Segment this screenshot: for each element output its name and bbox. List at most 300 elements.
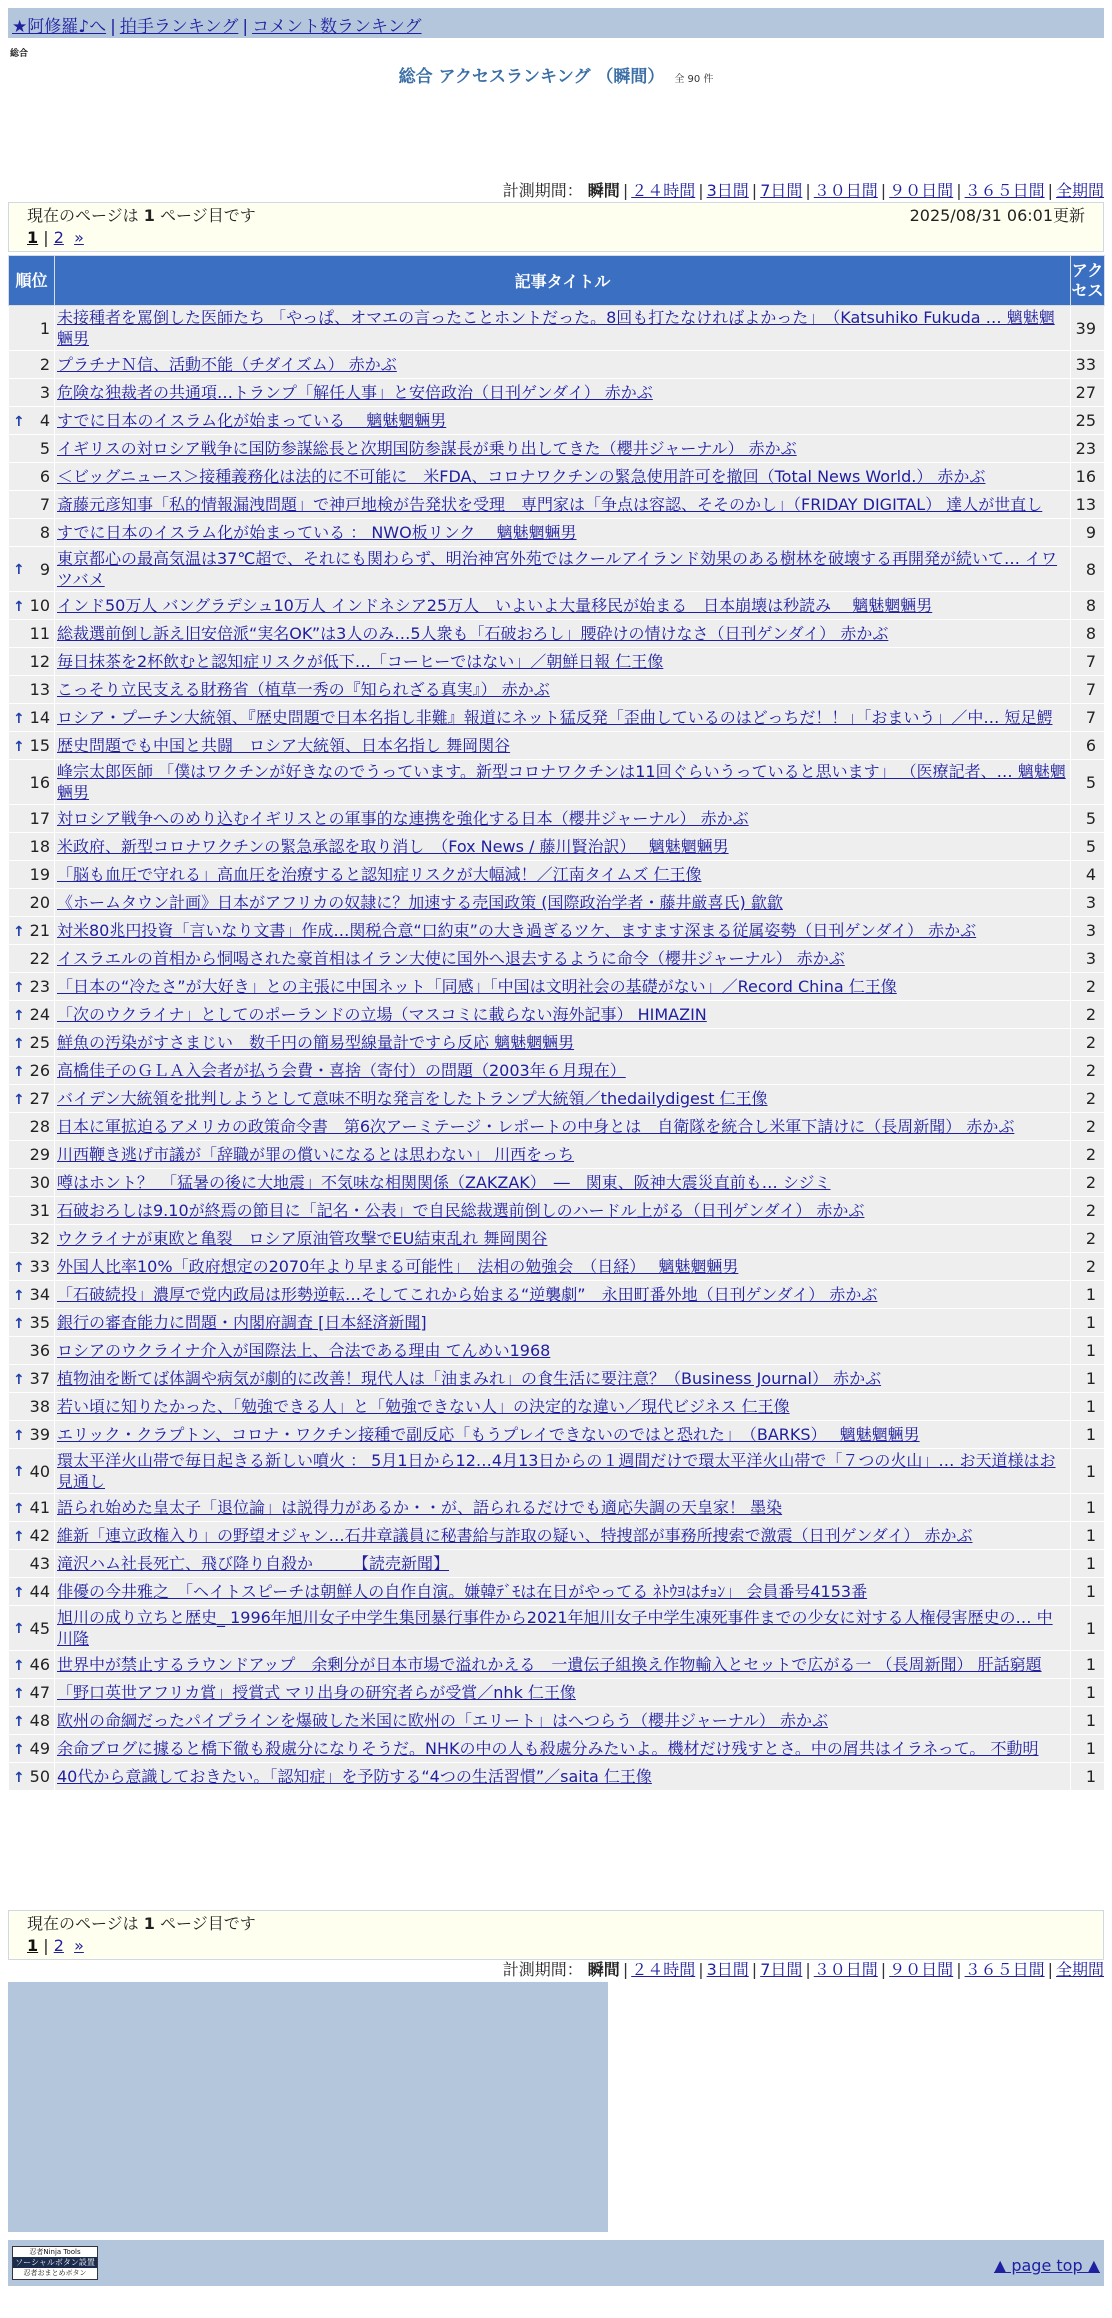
title-cell — [55, 1113, 1071, 1141]
up-arrow-icon: ↑ — [13, 1528, 25, 1545]
up-arrow-icon: ↑ — [13, 710, 25, 727]
rank-number: 18 — [29, 837, 50, 856]
title-cell — [55, 1029, 1071, 1057]
article-link[interactable]: 旭川の成り立ちと歴史_ 1996年旭川女子中学生集団暴行事件から2021年旭川女子中学生凍死事件までの少女に対する人権侵害歴史の… 中川隆 — [57, 1608, 1053, 1648]
article-link[interactable]: 環太平洋火山帯で毎日起きる新しい噴火 ： 5月1日から12…4月13日からの１週間だけで環太平洋火山帯で「７つの火山」… お天道様はお見通し — [57, 1451, 1056, 1491]
rank-cell — [9, 1113, 55, 1141]
period-selector-top: 計測期間： 瞬間 | ２４時間 | 3日間 | 7日間 | ３０日間 | ９０日間 | ３６５日間 | 全期間 — [502, 181, 1104, 200]
access-count: 2 — [1071, 1141, 1105, 1169]
separator: | — [242, 17, 249, 37]
title-cell — [55, 973, 1071, 1001]
rank-cell — [9, 1393, 55, 1421]
period-3d[interactable]: 3日間 — [706, 181, 749, 200]
rank-number: 7 — [39, 495, 50, 514]
rank-number: 6 — [39, 467, 50, 486]
article-link[interactable]: 総裁選前倒し訴え旧安倍派“実名OK”は3人のみ…5人衆も「石破おろし」腰砕けの情けなさ（日刊ゲンダイ） 赤かぶ — [57, 624, 889, 643]
article-link[interactable]: 日本に軍拡迫るアメリカの政策命令書 第6次アーミテージ・レポートの中身とは 自衛隊を統合し米軍下請けに（長周新聞） 赤かぶ — [57, 1117, 1015, 1136]
table-row — [9, 945, 1105, 973]
access-count: 2 — [1071, 1029, 1105, 1057]
updated-time: 2025/08/31 06:01更新 — [909, 206, 1085, 225]
table-row — [9, 519, 1105, 547]
period-365d[interactable]: ３６５日間 — [964, 181, 1045, 200]
up-arrow-icon: ↑ — [13, 1007, 25, 1024]
access-count: 2 — [1071, 1197, 1105, 1225]
article-link[interactable]: 若い頃に知りたかった、「勉強できる人」と「勉強できない人」の決定的な違い／現代ビジネス 仁王像 — [57, 1397, 790, 1416]
rank-cell — [9, 973, 55, 1001]
title-cell — [55, 463, 1071, 491]
rank-number: 9 — [39, 559, 50, 579]
rank-number: 38 — [29, 1397, 50, 1416]
table-row — [9, 704, 1105, 732]
rank-number: 1 — [39, 318, 50, 338]
article-link[interactable]: 鮮魚の汚染がすさまじい 数千円の簡易型線量計ですら反応 魑魅魍魎男 — [57, 1033, 575, 1052]
rank-cell — [9, 1679, 55, 1707]
title-cell — [55, 1169, 1071, 1197]
title-cell — [55, 1735, 1071, 1763]
rank-number: 21 — [29, 921, 50, 940]
article-link[interactable]: 欧州の命綱だったパイプラインを爆破した米国に欧州の「エリート」はへつらう（櫻井ジャーナル） 赤かぶ — [57, 1711, 829, 1730]
article-link[interactable]: 語られ始めた皇太子「退位論」は説得力があるか・・が、語られるだけでも適応失調の天皇家！ 墨染 — [57, 1498, 783, 1517]
article-link[interactable]: プラチナＮ信、活動不能（チダイズム） 赤かぶ — [57, 355, 397, 374]
rank-cell — [9, 1309, 55, 1337]
access-count: 23 — [1071, 435, 1105, 463]
rank-number: 46 — [29, 1655, 50, 1674]
rank-number: 31 — [29, 1201, 50, 1220]
table-row — [9, 917, 1105, 945]
rank-cell — [9, 945, 55, 973]
rank-number: 30 — [29, 1173, 50, 1192]
ninja-bottom-text: 忍者おまとめボタン — [23, 2269, 87, 2277]
period-7d[interactable]: 7日間 — [760, 1960, 803, 1979]
title-cell — [55, 732, 1071, 760]
title-cell — [55, 1085, 1071, 1113]
article-link[interactable]: 石破おろしは9.10が終焉の節目に「記名・公表」で自民総裁選前倒しのハードル上がる（日刊ゲンダイ） 赤かぶ — [57, 1201, 865, 1220]
period-90d[interactable]: ９０日間 — [889, 181, 954, 200]
up-arrow-icon: ↑ — [13, 1713, 25, 1730]
top-navigation — [8, 8, 1104, 38]
article-link[interactable]: 毎日抹茶を2杯飲むと認知症リスクが低下…「コーヒーではない」／朝鮮日報 仁王像 — [57, 652, 664, 671]
table-row — [9, 1113, 1105, 1141]
rank-cell — [9, 805, 55, 833]
table-row — [9, 1707, 1105, 1735]
home-link[interactable]: ★阿修羅♪へ — [12, 17, 107, 37]
article-link[interactable]: ロシア・プーチン大統領、『歴史問題で日本名指し非難』報道にネット猛反発「歪曲しているのはどっちだ！！」「おまいう」／中… 短足鰐 — [57, 708, 1053, 727]
article-link[interactable]: 東京都心の最高気温は37℃超で、それにも関わらず、明治神宮外苑ではクールアイランド効果のある樹林を破壊する再開発が続いて… イワツバメ — [57, 549, 1058, 589]
access-count: 1 — [1071, 1494, 1105, 1522]
access-count: 8 — [1071, 547, 1105, 592]
rank-cell — [9, 1421, 55, 1449]
table-row — [9, 1197, 1105, 1225]
table-row — [9, 463, 1105, 491]
period-90d[interactable]: ９０日間 — [889, 1960, 954, 1979]
table-row — [9, 1763, 1105, 1791]
title-cell — [55, 1197, 1071, 1225]
table-row — [9, 1029, 1105, 1057]
separator: | — [110, 17, 116, 37]
title-cell — [55, 519, 1071, 547]
rank-number: 29 — [29, 1145, 50, 1164]
title-cell — [55, 1550, 1071, 1578]
access-count: 1 — [1071, 1735, 1105, 1763]
period-30d[interactable]: ３０日間 — [813, 1960, 878, 1979]
up-arrow-icon: ↑ — [13, 1657, 25, 1674]
period-365d[interactable]: ３６５日間 — [964, 1960, 1045, 1979]
access-count: 1 — [1071, 1707, 1105, 1735]
rank-cell — [9, 704, 55, 732]
title-cell — [55, 833, 1071, 861]
applause-ranking-link[interactable]: 拍手ランキング — [119, 17, 239, 37]
title-cell — [55, 1141, 1071, 1169]
table-row — [9, 547, 1105, 592]
rank-number: 8 — [39, 523, 50, 542]
rank-number: 49 — [29, 1739, 50, 1758]
article-link[interactable]: 対米80兆円投資「言いなり文書」作成…関税合意“口約束”の大き過ぎるツケ、ますます深まる従属姿勢（日刊ゲンダイ） 赤かぶ — [57, 921, 977, 940]
access-count: 1 — [1071, 1578, 1105, 1606]
rank-cell — [9, 1141, 55, 1169]
access-count: 1 — [1071, 1449, 1105, 1494]
table-row — [9, 1421, 1105, 1449]
table-row — [9, 1253, 1105, 1281]
article-link[interactable]: こっそり立民支える財務省（植草一秀の『知られざる真実』） 赤かぶ — [57, 680, 550, 699]
next-page-link[interactable]: » — [74, 228, 84, 247]
rank-cell — [9, 1001, 55, 1029]
rank-cell — [9, 1225, 55, 1253]
article-link[interactable]: 余命ブログに據ると橋下徹も殺處分になりそうだ。NHKの中の人も殺處分みたいよ。機材だけ残すとさ。中の屑共はイラネって。 不動明 — [57, 1739, 1039, 1758]
table-row — [9, 973, 1105, 1001]
period-all[interactable]: 全期間 — [1055, 1960, 1104, 1979]
table-row — [9, 1606, 1105, 1651]
access-count: 16 — [1071, 463, 1105, 491]
table-row — [9, 1281, 1105, 1309]
rank-cell — [9, 435, 55, 463]
up-arrow-icon: ↑ — [13, 1584, 25, 1601]
title-cell — [55, 547, 1071, 592]
title-cell — [55, 889, 1071, 917]
up-arrow-icon: ↑ — [13, 1427, 25, 1444]
pager-top: 現在のページは 1 ページ目です 2025/08/31 06:01更新 1 | 2 » — [8, 202, 1104, 252]
article-link[interactable]: 《ホームタウン計画》日本がアフリカの奴隷に？加速する売国政策 (国際政治学者・藤井厳喜氏) 歙歙 — [57, 893, 783, 912]
rank-number: 2 — [39, 355, 50, 374]
access-count: 2 — [1071, 1225, 1105, 1253]
rank-cell — [9, 889, 55, 917]
rank-cell — [9, 1365, 55, 1393]
article-link[interactable]: 峰宗太郎医師 「僕はワクチンが好きなのでうっています。新型コロナワクチンは11回ぐらいうっていると思います」 （医療記者、… 魑魅魍魎男 — [57, 762, 1066, 802]
rank-number: 3 — [39, 383, 50, 402]
article-link[interactable]: すでに日本のイスラム化が始まっている ： NWO板リンク 魑魅魍魎男 — [57, 523, 577, 542]
rank-cell — [9, 648, 55, 676]
ninja-mid-text: ソーシャルボタン設置 — [13, 2257, 97, 2268]
title-cell — [55, 407, 1071, 435]
rank-cell — [9, 306, 55, 351]
title-cell — [55, 861, 1071, 889]
article-link[interactable]: すでに日本のイスラム化が始まっている 魑魅魍魎男 — [57, 411, 447, 430]
access-count: 25 — [1071, 407, 1105, 435]
article-link[interactable]: 「次のウクライナ」としてのポーランドの立場（マスコミに載らない海外記事） HIMAZIN — [57, 1005, 707, 1024]
rank-number: 17 — [29, 809, 50, 828]
title-cell — [55, 1651, 1071, 1679]
access-count: 2 — [1071, 1253, 1105, 1281]
up-arrow-icon: ↑ — [13, 1035, 25, 1052]
up-arrow-icon: ↑ — [13, 598, 25, 615]
title-cell — [55, 1253, 1071, 1281]
article-link[interactable]: 維新「連立政権入り」の野望オジャン…石井章議員に秘書給与詐取の疑い、特捜部が事務所捜索で激震（日刊ゲンダイ） 赤かぶ — [57, 1526, 973, 1545]
up-arrow-icon: ↑ — [13, 1621, 25, 1637]
page-top-link[interactable]: ▲ page top ▲ — [993, 2256, 1100, 2275]
page-1-link[interactable]: 1 — [27, 1936, 39, 1955]
title-cell — [55, 491, 1071, 519]
title-cell — [55, 648, 1071, 676]
article-link[interactable]: ロシアのウクライナ介入が国際法上、合法である理由 てんめい1968 — [57, 1341, 551, 1360]
table-row — [9, 491, 1105, 519]
access-count: 27 — [1071, 379, 1105, 407]
article-link[interactable]: 40代から意識しておきたい。「認知症」を予防する“4つの生活習慣”／saita 仁王像 — [57, 1767, 652, 1786]
rank-cell — [9, 1707, 55, 1735]
rank-cell — [9, 760, 55, 805]
article-link[interactable]: 外国人比率10%「政府想定の2070年より早まる可能性」 法相の勉強会 （日経） 魑魅魍魎男 — [57, 1257, 739, 1276]
title-cell — [55, 1281, 1071, 1309]
page-1-link[interactable]: 1 — [27, 228, 39, 247]
rank-number: 41 — [29, 1498, 50, 1517]
rank-cell — [9, 676, 55, 704]
access-count: 6 — [1071, 732, 1105, 760]
access-header: アクセス — [1071, 256, 1105, 306]
period-all[interactable]: 全期間 — [1055, 181, 1104, 200]
table-row — [9, 435, 1105, 463]
rank-number: 47 — [29, 1683, 50, 1702]
access-count: 33 — [1071, 351, 1105, 379]
period-24h[interactable]: ２４時間 — [631, 181, 696, 200]
rank-number: 24 — [29, 1005, 50, 1024]
rank-cell — [9, 463, 55, 491]
article-link[interactable]: 未接種者を罵倒した医師たち 「やっぱ、オマエの言ったことホントだった。8回も打たなければよかった」 （Katsuhiko Fukuda … 魑魅魍魎男 — [57, 308, 1055, 348]
table-row — [9, 620, 1105, 648]
rank-cell — [9, 1578, 55, 1606]
article-link[interactable]: ウクライナが東欧と亀裂 ロシア原油管攻撃でEU結束乱れ 舞岡関谷 — [57, 1229, 548, 1248]
table-row — [9, 1085, 1105, 1113]
title-cell — [55, 805, 1071, 833]
article-link[interactable]: 高橋佳子のＧＬＡ入会者が払う会費・喜捨（寄付）の問題（2003年６月現在） — [57, 1061, 626, 1080]
article-link[interactable]: 川西鞭き逃げ市議が「辞職が罪の償いになるとは思わない」 川西をっち — [57, 1145, 575, 1164]
title-cell — [55, 917, 1071, 945]
period-current: 瞬間 — [587, 181, 620, 200]
rank-cell — [9, 547, 55, 592]
rank-number: 10 — [29, 596, 50, 615]
article-link[interactable]: 「野口英世アフリカ賞」授賞式 マリ出身の研究者らが受賞／nhk 仁王像 — [57, 1683, 576, 1702]
period-30d[interactable]: ３０日間 — [813, 181, 878, 200]
title-cell — [55, 760, 1071, 805]
page-2-link[interactable]: 2 — [53, 228, 64, 247]
comment-ranking-link[interactable]: コメント数ランキング — [252, 17, 422, 37]
table-row — [9, 648, 1105, 676]
rank-number: 19 — [29, 865, 50, 884]
title-cell — [55, 1309, 1071, 1337]
period-3d[interactable]: 3日間 — [706, 1960, 749, 1979]
rank-number: 16 — [29, 772, 50, 792]
rank-cell — [9, 1169, 55, 1197]
article-link[interactable]: 米政府、新型コロナワクチンの緊急承認を取り消し （Fox News / 藤川賢治訳） 魑魅魍魎男 — [57, 837, 729, 856]
title-cell — [55, 306, 1071, 351]
title-cell — [55, 1337, 1071, 1365]
rank-cell — [9, 491, 55, 519]
article-link[interactable]: インド50万人 バングラデシュ10万人 インドネシア25万人 いよいよ大量移民が始まる 日本崩壊は秒読み 魑魅魍魎男 — [57, 596, 933, 615]
rank-number: 45 — [29, 1618, 50, 1638]
access-count: 7 — [1071, 676, 1105, 704]
period-24h[interactable]: ２４時間 — [631, 1960, 696, 1979]
rank-number: 20 — [29, 893, 50, 912]
article-link[interactable]: 滝沢ハム社長死亡、飛び降り自殺か 【読売新聞】 — [57, 1554, 450, 1573]
rank-cell — [9, 861, 55, 889]
up-arrow-icon: ↑ — [13, 1287, 25, 1304]
period-7d[interactable]: 7日間 — [760, 181, 803, 200]
table-row — [9, 833, 1105, 861]
page-2-link[interactable]: 2 — [53, 1936, 64, 1955]
rank-number: 40 — [29, 1461, 50, 1481]
table-row — [9, 732, 1105, 760]
access-count: 2 — [1071, 1113, 1105, 1141]
up-arrow-icon: ↑ — [13, 1685, 25, 1702]
table-row — [9, 1001, 1105, 1029]
rank-cell — [9, 519, 55, 547]
up-arrow-icon: ↑ — [13, 1371, 25, 1388]
title-cell — [55, 1707, 1071, 1735]
rank-number: 13 — [29, 680, 50, 699]
article-link[interactable]: 歴史問題でも中国と共闘 ロシア大統領、日本名指し 舞岡関谷 — [57, 736, 511, 755]
rank-number: 39 — [29, 1425, 50, 1444]
rank-cell — [9, 620, 55, 648]
title-cell — [55, 351, 1071, 379]
title-cell — [55, 704, 1071, 732]
table-row — [9, 1578, 1105, 1606]
title-cell — [55, 1001, 1071, 1029]
access-count: 2 — [1071, 1057, 1105, 1085]
article-link[interactable]: 斎藤元彦知事「私的情報漏洩問題」で神戸地検が告発状を受理 専門家は「争点は容認、そそのかし」（FRIDAY DIGITAL） 達人が世直し — [57, 495, 1043, 514]
title-cell — [55, 1057, 1071, 1085]
access-count: 2 — [1071, 1001, 1105, 1029]
table-row — [9, 379, 1105, 407]
table-row — [9, 676, 1105, 704]
access-count: 1 — [1071, 1763, 1105, 1791]
title-cell — [55, 1225, 1071, 1253]
rank-number: 25 — [29, 1033, 50, 1052]
article-link[interactable]: バイデン大統領を批判しようとして意味不明な発言をしたトランプ大統領／thedailydigest 仁王像 — [57, 1089, 768, 1108]
title-cell — [55, 1763, 1071, 1791]
article-link[interactable]: ＜ビッグニュース＞接種義務化は法的に不可能に 米FDA、コロナワクチンの緊急使用許可を撤回（Total News World.） 赤かぶ — [57, 467, 986, 486]
article-link[interactable]: 危険な独裁者の共通項…トランプ「解任人事」と安倍政治（日刊ゲンダイ） 赤かぶ — [57, 383, 653, 402]
rank-number: 50 — [29, 1767, 50, 1786]
rank-cell — [9, 1029, 55, 1057]
up-arrow-icon: ↑ — [13, 413, 25, 430]
ad-placeholder — [8, 1982, 608, 2232]
table-row — [9, 805, 1105, 833]
rank-number: 27 — [29, 1089, 50, 1108]
rank-cell — [9, 917, 55, 945]
article-link[interactable]: 植物油を断てば体調や病気が劇的に改善！現代人は「油まみれ」の食生活に要注意？（Business Journal） 赤かぶ — [57, 1369, 882, 1388]
article-link[interactable]: 噂はホント？ 「猛暑の後に大地震」不気味な相関関係（ZAKZAK） ― 関東、阪神大震災直前も… シジミ — [57, 1173, 831, 1192]
up-arrow-icon: ↑ — [13, 979, 25, 996]
pager-bottom: 現在のページは 1 ページ目です 1 | 2 » — [8, 1910, 1104, 1960]
page-title-wrap — [0, 62, 1112, 87]
table-row — [9, 351, 1105, 379]
up-arrow-icon: ↑ — [13, 1769, 25, 1786]
access-count: 1 — [1071, 1337, 1105, 1365]
article-link[interactable]: 「石破続投」濃厚で党内政局は形勢逆転…そしてこれから始まる“逆襲劇” 永田町番外地（日刊ゲンダイ） 赤かぶ — [57, 1285, 878, 1304]
rank-number: 11 — [29, 624, 50, 643]
total-count: 全 90 件 — [674, 74, 714, 85]
article-link[interactable]: 「脳も血圧で守れる」高血圧を治療すると認知症リスクが大幅減！／江南タイムズ 仁王像 — [57, 865, 702, 884]
access-count: 1 — [1071, 1393, 1105, 1421]
rank-cell — [9, 1253, 55, 1281]
title-cell — [55, 1578, 1071, 1606]
table-row — [9, 1550, 1105, 1578]
access-count: 3 — [1071, 945, 1105, 973]
rank-cell — [9, 1281, 55, 1309]
up-arrow-icon: ↑ — [13, 1741, 25, 1758]
access-count: 3 — [1071, 917, 1105, 945]
page-title: 総合 アクセスランキング （瞬間） — [398, 67, 665, 87]
rank-cell — [9, 407, 55, 435]
rank-number: 35 — [29, 1313, 50, 1332]
table-row — [9, 1225, 1105, 1253]
access-count: 2 — [1071, 1085, 1105, 1113]
access-count: 2 — [1071, 1169, 1105, 1197]
rank-cell — [9, 1057, 55, 1085]
next-page-link[interactable]: » — [74, 1936, 84, 1955]
article-link[interactable]: エリック・クラプトン、コロナ・ワクチン接種で副反応「もうプレイできないのではと恐れた」 （BARKS） 魑魅魍魎男 — [57, 1425, 920, 1444]
up-arrow-icon: ↑ — [13, 1259, 25, 1276]
rank-cell — [9, 732, 55, 760]
access-count: 13 — [1071, 491, 1105, 519]
title-cell — [55, 1494, 1071, 1522]
access-count: 3 — [1071, 889, 1105, 917]
rank-number: 44 — [29, 1582, 50, 1601]
article-link[interactable]: 銀行の審査能力に問題・内閣府調査 [日本経済新聞] — [57, 1313, 427, 1332]
title-cell — [55, 620, 1071, 648]
rank-cell — [9, 1085, 55, 1113]
rank-number: 15 — [29, 736, 50, 755]
article-link[interactable]: イスラエルの首相から恫喝された豪首相はイラン大使に国外へ退去するように命令（櫻井ジャーナル） 赤かぶ — [57, 949, 845, 968]
article-link[interactable]: 世界中が禁止するラウンドアップ 余剰分が日本市場で溢れかえる 一遺伝子組換え作物輸入とセットで広がる一 （長周新聞） 肝話窮題 — [57, 1655, 1042, 1674]
article-link[interactable]: 「日本の“冷たさ”が大好き」との主張に中国ネット「同感」「中国は文明社会の基礎がない」／Record China 仁王像 — [57, 977, 897, 996]
access-count: 7 — [1071, 704, 1105, 732]
access-count: 1 — [1071, 1309, 1105, 1337]
table-row — [9, 1365, 1105, 1393]
rank-cell — [9, 1337, 55, 1365]
ninja-top-text: 忍者Ninja Tools — [29, 2248, 81, 2256]
table-row — [9, 760, 1105, 805]
rank-number: 4 — [39, 411, 50, 430]
access-count: 8 — [1071, 620, 1105, 648]
access-count: 1 — [1071, 1550, 1105, 1578]
access-count: 5 — [1071, 805, 1105, 833]
rank-number: 5 — [39, 439, 50, 458]
title-cell — [55, 592, 1071, 620]
period-selector-bottom: 計測期間： 瞬間 | ２４時間 | 3日間 | 7日間 | ３０日間 | ９０日間 | ３６５日間 | 全期間 — [502, 1960, 1104, 1979]
article-link[interactable]: 俳優の今井雅之 「ヘイトスピーチは朝鮮人の自作自演。嫌韓ﾃﾞﾓは在日がやってる ﾈﾄｳﾖはﾁｮﾝ」 会員番号4153番 — [57, 1582, 868, 1601]
article-link[interactable]: 対ロシア戦争へのめり込むイギリスとの軍事的な連携を強化する日本（櫻井ジャーナル） 赤かぶ — [57, 809, 749, 828]
rank-cell — [9, 1651, 55, 1679]
footer-bar — [8, 2240, 1104, 2286]
title-cell — [55, 1449, 1071, 1494]
access-count: 1 — [1071, 1365, 1105, 1393]
rank-number: 43 — [29, 1554, 50, 1573]
rank-cell — [9, 833, 55, 861]
article-link[interactable]: イギリスの対ロシア戦争に国防参謀総長と次期国防参謀長が乗り出してきた（櫻井ジャーナル） 赤かぶ — [57, 439, 797, 458]
period-label: 計測期間： — [502, 181, 583, 200]
rank-number: 48 — [29, 1711, 50, 1730]
table-row — [9, 1449, 1105, 1494]
ninja-tools-button[interactable] — [12, 2246, 98, 2280]
rank-number: 37 — [29, 1369, 50, 1388]
